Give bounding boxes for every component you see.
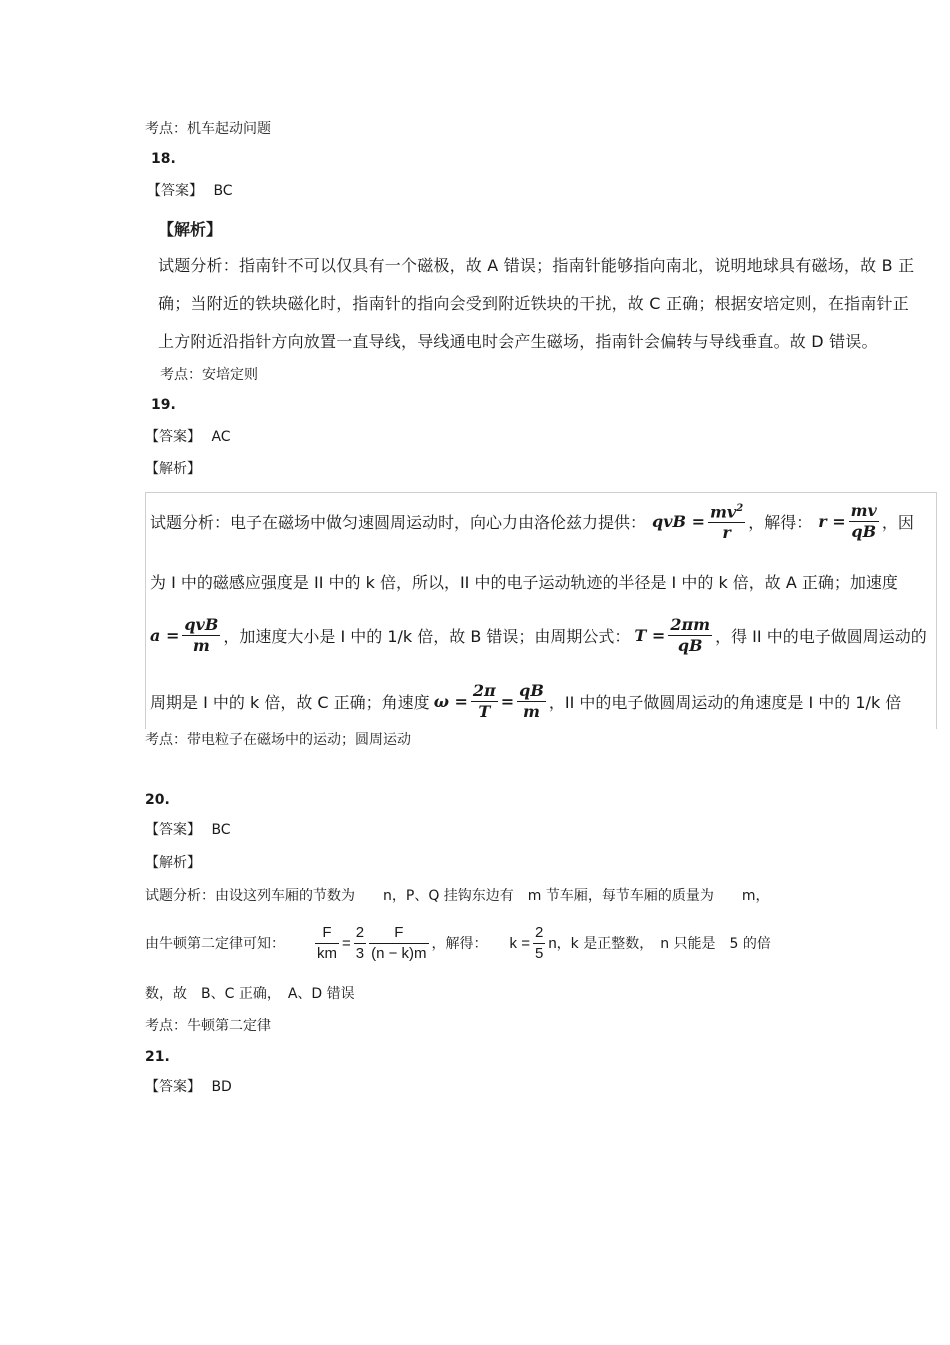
- q21-answer-value: BD: [211, 1079, 232, 1095]
- q18-analysis-line-3: 上方附近沿指针方向放置一直导线，导线通电时会产生磁场，指南针会偏转与导线垂直。故 D 错误。: [158, 332, 878, 351]
- q20-kaodian: 考点：牛顿第二定律: [145, 1018, 271, 1034]
- q19-frac-mv-qB: $\frac{mv}{qB}$: [850, 500, 877, 541]
- q19-frac-2pim-qB: $\frac{2\pi m}{qB}$: [670, 614, 711, 655]
- q20-number: 20.: [145, 792, 170, 808]
- q19-frac-mv2-r: $\frac{mv^2}{r}$: [708, 499, 745, 543]
- q19-answer-value: AC: [211, 429, 231, 445]
- q20-answer-value: BC: [211, 822, 231, 838]
- q19-line3-text-a: ，加速度大小是 I 中的 1/k 倍，故 B 错误；由周期公式：: [223, 626, 631, 646]
- q20-line2-text-c: ，k 是正整数， n 只能是 5 的倍: [556, 936, 771, 952]
- q20-analysis-line-3: 数，故 B、C 正确， A、D 错误: [145, 986, 355, 1002]
- q20-answer-label: 【答案】: [145, 822, 201, 838]
- q19-analysis-label: 【解析】: [145, 461, 201, 477]
- q21-answer: [145, 1076, 232, 1096]
- q19-number: 19.: [151, 397, 176, 413]
- q19-formula-omega: ω =: [433, 691, 468, 711]
- q18-answer-label: 【答案】: [147, 183, 203, 199]
- q19-line4-text-b: ，II 中的电子做圆周运动的角速度是 I 中的 1/k 倍: [548, 692, 902, 712]
- q19-line1-text-b: ，解得：: [748, 512, 813, 532]
- q19-line1-text-c: ，因: [881, 512, 914, 532]
- q19-formula-T: T =: [634, 625, 666, 645]
- q18-analysis-label: 【解析】: [158, 220, 223, 239]
- q21-number: 21.: [145, 1049, 170, 1065]
- q18-answer-value: BC: [213, 183, 233, 199]
- q19-box-line-4: [150, 676, 901, 726]
- q19-formula-r: r =: [818, 511, 846, 531]
- q20-answer: [145, 819, 231, 839]
- q19-equals: =: [500, 691, 515, 711]
- q17-kaodian: 考点：机车起动问题: [145, 121, 271, 137]
- q19-line1-text-a: 试题分析：电子在磁场中做匀速圆周运动时，向心力由洛伦兹力提供：: [150, 512, 647, 532]
- q19-box-line-3: [150, 610, 927, 660]
- q19-kaodian: 考点：带电粒子在磁场中的运动；圆周运动: [145, 732, 411, 748]
- q20-formula-k: k =: [509, 934, 530, 952]
- q19-answer-label: 【答案】: [145, 429, 201, 445]
- q20-analysis-line-1: 试题分析：由设这列车厢的节数为 n，P、Q 挂钩东边有 m 节车厢，每节车厢的质量为 m，: [145, 888, 770, 904]
- q18-analysis-line-1: 试题分析：指南针不可以仅具有一个磁极，故 A 错误；指南针能够指向南北，说明地球具有磁场，故 B 正: [158, 256, 915, 275]
- q20-frac-F-km: $\frac{F}{km}$: [317, 923, 337, 962]
- q20-frac-F-nkm: $\frac{F}{(n - k)m}$: [371, 923, 427, 962]
- q21-answer-label: 【答案】: [145, 1079, 201, 1095]
- q20-line2-text-a: 由牛顿第二定律可知：: [145, 936, 285, 952]
- q19-frac-qvB-m: $\frac{\text{qvB}}{m}$: [184, 614, 219, 655]
- q18-number: 18.: [151, 151, 176, 167]
- q20-equals: =: [342, 934, 351, 952]
- q18-analysis-line-2: 确；当附近的铁块磁化时，指南针的指向会受到附近铁块的干扰，故 C 正确；根据安培定则，在指南针正: [158, 294, 909, 313]
- q20-frac-2-3: $\frac{2}{3}$: [355, 923, 365, 962]
- q19-formula-a: a =: [150, 625, 180, 645]
- q20-frac-2-5: $\frac{2}{5}$: [534, 923, 544, 962]
- q19-formula-force: qvB =: [652, 511, 705, 531]
- q20-formula-n: n: [548, 934, 557, 952]
- q18-kaodian: 考点：安培定则: [160, 367, 258, 383]
- q18-answer: [147, 180, 233, 200]
- q19-line4-text-a: 周期是 I 中的 k 倍，故 C 正确；角速度: [150, 692, 430, 712]
- q19-frac-2pi-T: $\frac{2\pi}{T}$: [472, 680, 496, 721]
- q19-box-line-2: 为 I 中的磁感应强度是 II 中的 k 倍，所以，II 中的电子运动轨迹的半径是 I 中的 k 倍，故 A 正确；加速度: [150, 573, 898, 592]
- q19-frac-qB-m: $\frac{qB}{m}$: [519, 680, 544, 721]
- q20-analysis-label: 【解析】: [145, 855, 201, 871]
- q19-box-line-1: [150, 496, 914, 546]
- q19-answer: [145, 426, 231, 446]
- q19-line3-text-b: ，得 II 中的电子做圆周运动的: [715, 626, 927, 646]
- q20-analysis-line-2: [145, 919, 771, 967]
- q20-line2-text-b: ，解得：: [431, 936, 488, 952]
